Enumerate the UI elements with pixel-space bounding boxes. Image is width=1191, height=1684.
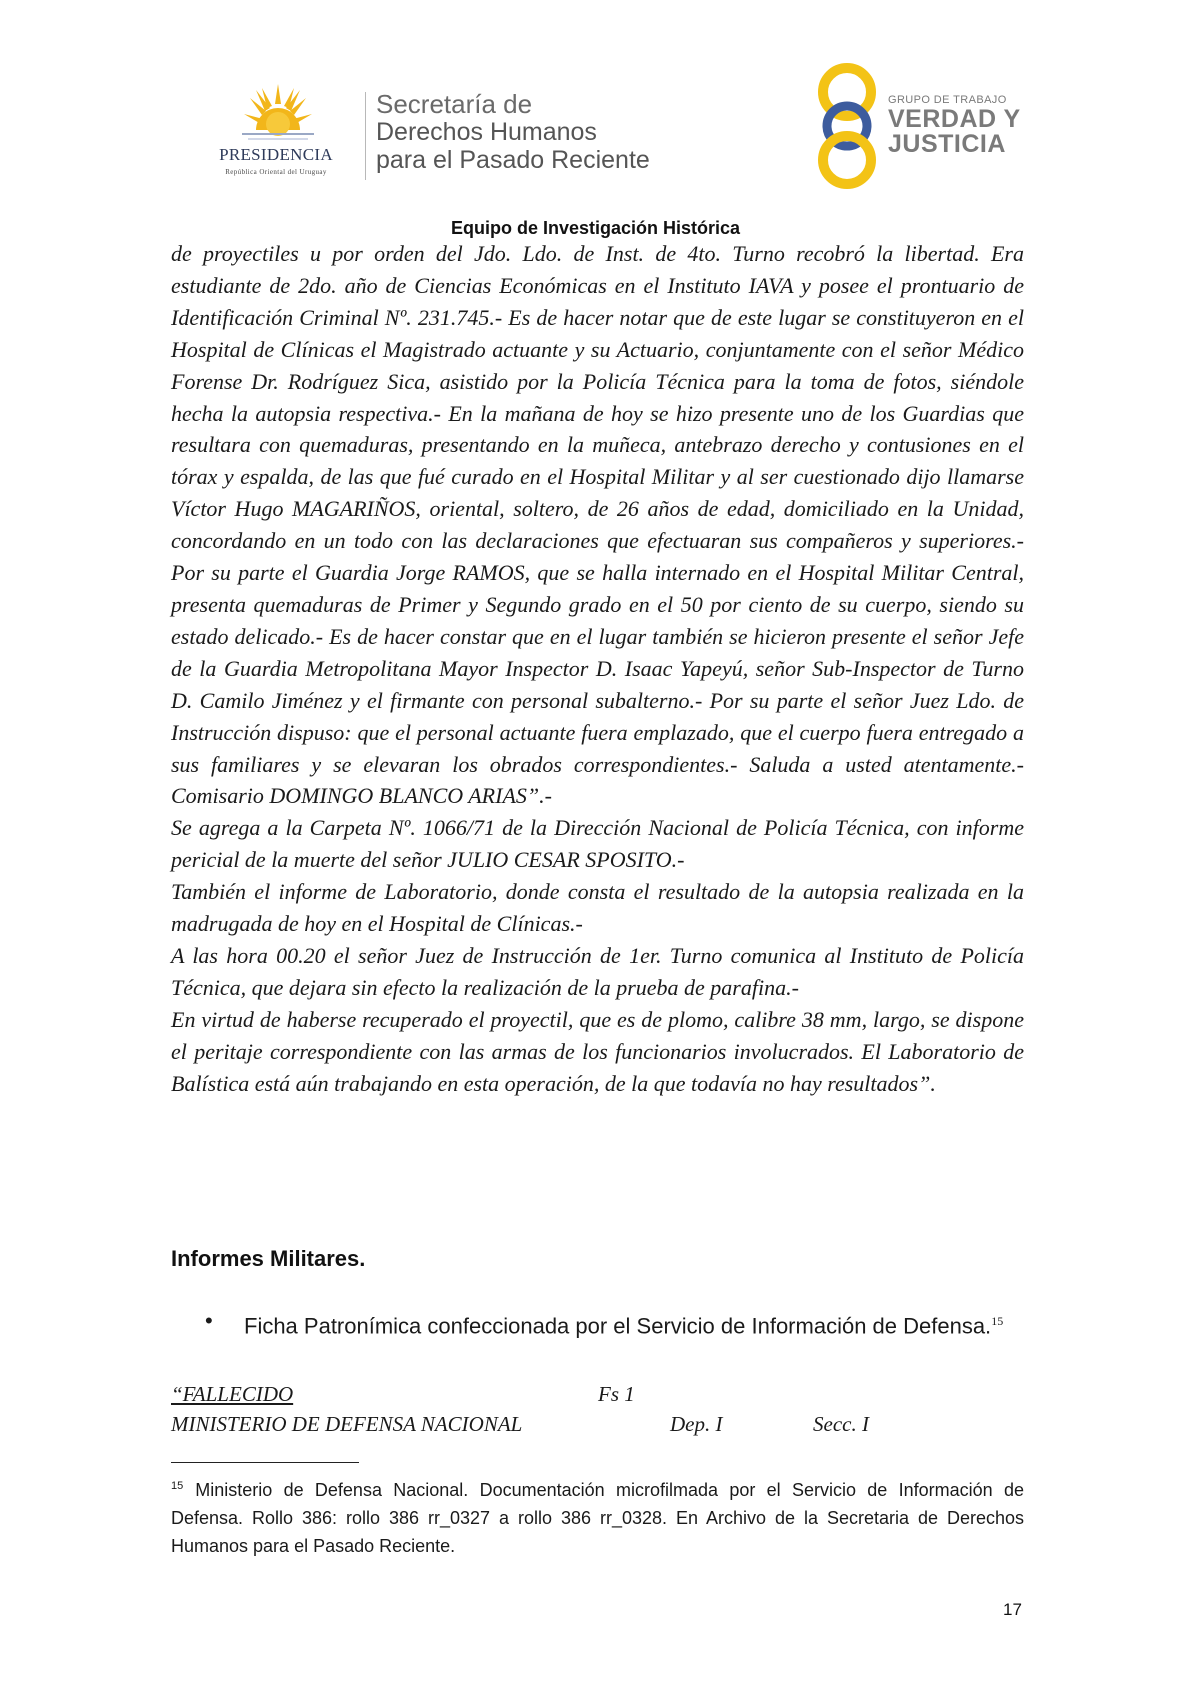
interlocking-rings-icon <box>812 62 882 190</box>
body-paragraph: A las hora 00.20 el señor Juez de Instrucción de 1er. Turno comunica al Instituto de Policía Técnica, que dejara sin efecto la realización de la prueba de parafina.- <box>171 942 1024 1000</box>
bullet-text <box>244 1305 1025 1342</box>
form-fs: Fs 1 <box>598 1382 635 1406</box>
body-text <box>171 238 1024 1099</box>
form-secc: Secc. I <box>813 1412 869 1436</box>
presidencia-logo <box>196 82 356 182</box>
body-paragraph: de proyectiles u por orden del Jdo. Ldo. de Inst. de 4to. Turno recobró la libertad. Era estudiante de 2do. año de Ciencias Económicas en el Instituto IAVA y posee el prontuario de Identificación Criminal Nº. 231.745.- Es de hacer notar que de este lugar se constituyeron en el Hospital de Clínicas el Magistrado actuante y su Actuario, conjuntamente con el señor Médico Forense Dr. Rodríguez Sica, asistido por la Policía Técnica para la toma de fotos, siéndole hecha la autopsia respectiva.- En la mañana de hoy se hizo presente uno de los Guardias que resultara con quemaduras, presentando en la muñeca, antebrazo derecho y contusiones en el tórax y espalda, de las que fué curado en el Hospital Militar y al ser cuestionado dijo llamarse Víctor Hugo MAGARIÑOS, oriental, soltero, de 26 años de edad, domiciliado en la Unidad, concordando en un todo con las declaraciones que efectuaran sus compañeros y superiores.- Por su parte el Guardia Jorge RAMOS, que se halla internado en el Hospital Militar Central, presenta quemaduras de Primer y Segundo grado en el 50 por ciento de su cuerpo, siendo su estado delicado.- Es de hacer constar que en el lugar también se hicieron presente el señor Jefe de la Guardia Metropolitana Mayor Inspector D. Isaac Yapeyú, señor Sub-Inspector de Turno D. Camilo Jiménez y el firmante con personal subalterno.- Por su parte el señor Juez Ldo. de Instrucción dispuso: que el personal actuante fuera emplazado, que el cuerpo fuera entregado a sus familiares y se elevaran los obrados correspondientes.- Saluda a usted atentamente.- Comisario DOMINGO BLANCO ARIAS”.- <box>171 241 1024 809</box>
grupo-line-3: JUSTICIA <box>888 130 1006 158</box>
form-dep: Dep. I <box>670 1412 723 1436</box>
bullet-icon: • <box>205 1308 213 1333</box>
body-paragraph: También el informe de Laboratorio, donde consta el resultado de la autopsia realizada en la madrugada de hoy en el Hospital de Clínicas.- <box>171 879 1024 937</box>
secretaria-title <box>376 90 650 174</box>
bullet-text-body: Ficha Patronímica confeccionada por el Servicio de Información de Defensa. <box>244 1313 992 1339</box>
sun-emblem-icon <box>242 82 314 146</box>
footnote-text: Ministerio de Defensa Nacional. Documentación microfilmada por el Servicio de Información de Defensa. Rollo 386: rollo 386 rr_0327 a rollo 386 rr_0328. En Archivo de la Secretaria de Derechos Humanos para el Pasado Reciente. <box>171 1480 1024 1556</box>
footnote-reference[interactable]: 15 <box>991 1314 1004 1328</box>
form-ministerio: MINISTERIO DE DEFENSA NACIONAL <box>171 1412 523 1436</box>
presidencia-label: PRESIDENCIA <box>219 145 333 164</box>
footnote-number: 15 <box>171 1480 184 1492</box>
grupo-trabajo-text <box>888 94 1021 157</box>
section-heading: Informes Militares. <box>171 1246 366 1271</box>
page-number: 17 <box>1003 1600 1022 1619</box>
footnote-separator <box>171 1462 359 1463</box>
team-title: Equipo de Investigación Histórica <box>450 218 741 238</box>
bullet-item <box>205 1305 1025 1342</box>
presidencia-subtitle: República Oriental del Uruguay <box>225 168 327 176</box>
secretaria-line-2: Derechos Humanos <box>376 118 597 146</box>
footnote <box>171 1472 1024 1560</box>
page-header <box>0 0 1191 215</box>
header-divider <box>365 92 366 180</box>
body-paragraph: Se agrega a la Carpeta Nº. 1066/71 de la Dirección Nacional de Policía Técnica, con informe pericial de la muerte del señor JULIO CESAR SPOSITO.- <box>171 815 1024 873</box>
grupo-line-2: VERDAD Y <box>888 105 1021 133</box>
secretaria-line-1: Secretaría de <box>376 89 533 119</box>
form-fallecido: “FALLECIDO <box>171 1382 294 1406</box>
grupo-line-1: GRUPO DE TRABAJO <box>888 94 1007 106</box>
body-paragraph: En virtud de haberse recuperado el proyectil, que es de plomo, calibre 38 mm, largo, se dispone el peritaje correspondiente con las armas de los funcionarios involucrados. El Laboratorio de Balística está aún trabajando en esta operación, de la que todavía no hay resultados”. <box>171 1006 1024 1096</box>
grupo-trabajo-logo <box>812 62 1032 192</box>
secretaria-line-3: para el Pasado Reciente <box>376 146 650 174</box>
